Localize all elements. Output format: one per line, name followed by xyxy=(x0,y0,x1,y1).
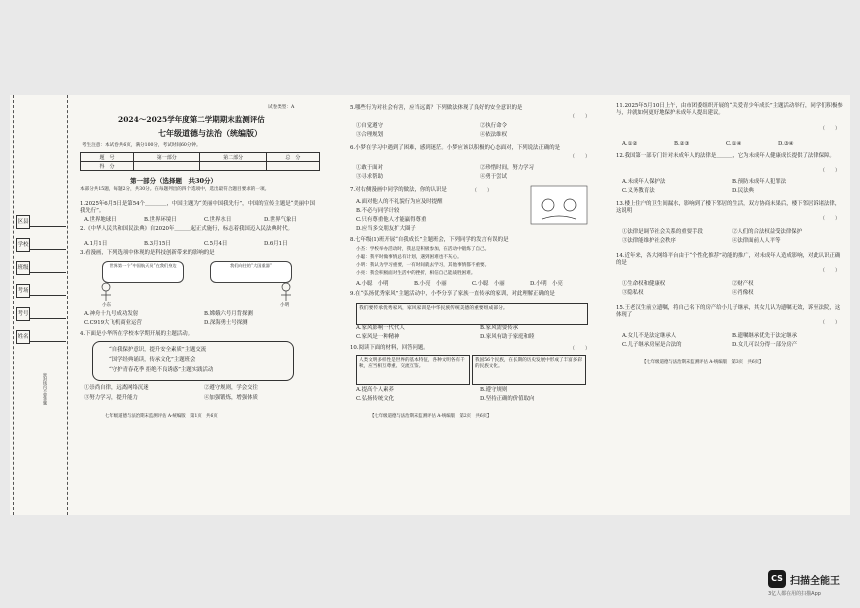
q12-option-c: C.义务教育法 xyxy=(622,188,655,194)
q8-dialog-1: 小杰：学校举办活动时，我总是积极参加，在活动中锻炼了自己。 xyxy=(356,247,490,252)
question-number: 6. xyxy=(350,145,356,151)
q13-option-4: ④法律面前人人平等 xyxy=(732,238,781,244)
q12-option-b: B.预防未成年人犯罪法 xyxy=(732,179,787,185)
score-header-item: 题 号 xyxy=(81,153,134,162)
field-class: 班级 xyxy=(16,261,30,275)
question-3 xyxy=(80,250,320,257)
q10-option-d: D.坚持正确的价值取向 xyxy=(480,396,535,402)
question-7 xyxy=(350,187,520,194)
field-name: 姓名 xyxy=(16,330,30,344)
q2-option-b: B.3月15日 xyxy=(144,241,171,247)
answer-paren-7[interactable]: （ ） xyxy=(472,188,493,194)
question-number: 4. xyxy=(80,331,86,337)
question-number: 9. xyxy=(350,291,356,297)
question-text: 王老汉生前立遗嘱，将自己名下的房产给小儿子继承，其女儿认为遗嘱无效，诉至法院，这体现了 xyxy=(616,305,841,318)
field-name-line xyxy=(30,341,66,342)
q15-option-b: B.遗嘱继承优先于法定继承 xyxy=(732,333,797,339)
q4-option-4: ④加强锻炼，增强体质 xyxy=(204,395,258,401)
question-2 xyxy=(80,226,320,233)
q11-option-b: B.②③ xyxy=(674,141,690,147)
page-footer-2: 【七年级道德与法治期末监测评估 A-统编版 第2页 共6页】 xyxy=(370,414,492,419)
q10-option-a: A.提高个人素养 xyxy=(356,387,394,393)
question-number: 7. xyxy=(350,187,356,193)
question-text: 2025年5月10日上午，由市团委组织开展的“关爱青少年成长”主题活动举行，同学们积极参与，并就如何更好地保护未成年人提出建议。 xyxy=(616,103,843,116)
exam-subtitle: 七年级道德与法治（统编版） xyxy=(158,128,262,138)
field-number-line xyxy=(30,318,66,319)
question-9 xyxy=(350,291,590,298)
activity-box xyxy=(92,341,294,381)
cartoon-name-left: 小东 xyxy=(102,303,112,308)
question-number: 11. xyxy=(616,103,625,109)
student-figure-left-icon xyxy=(101,283,111,301)
q9-material-box: 我们要传承优秀家风，家风家训是中华民族传统美德的重要组成部分。 xyxy=(356,303,588,325)
q4-option-3: ③努力学习，提升能力 xyxy=(84,395,138,401)
q5-option-1: ①自觉遵守 xyxy=(356,123,383,129)
q10-option-c: C.弘扬传统文化 xyxy=(356,396,394,402)
q11-option-d: D.③④ xyxy=(778,141,794,147)
q1-option-b: B.世界环境日 xyxy=(144,217,177,223)
q3-option-a: A.神舟十九号成功发射 xyxy=(84,311,139,317)
q8-dialog-2: 小聪：我平时做事情总有计划，遇到困难也不灰心。 xyxy=(356,255,462,260)
score-row-label: 得 分 xyxy=(81,162,134,171)
exam-notice: 考生注意：本试卷共6页，满分100分，考试时间60分钟。 xyxy=(82,143,201,148)
activity-item-1: “自我保护意识，提升安全素质”主题交流 xyxy=(109,347,207,353)
q2-option-c: C.5月4日 xyxy=(204,241,228,247)
q4-option-1: ①崇尚自律，远离网络沉迷 xyxy=(84,385,149,391)
question-number: 15. xyxy=(616,305,625,311)
q6-option-1: ①敢于面对 xyxy=(356,165,383,171)
q1-option-a: A.世界地球日 xyxy=(84,217,117,223)
page-footer-1: 七年级道德与法治期末监测评估 A-统编版 第1页 共6页 xyxy=(105,414,218,419)
q10-material-left: 人类文明多样性是世界的基本特征，各种文明各有千秋，应当相互尊重、交流互鉴。 xyxy=(356,355,470,385)
question-text: 小梦在学习中遇到了困难，感到迷茫。小梦应该以积极的心态面对，下列说法正确的是 xyxy=(355,145,561,151)
score-header-part1: 第一部分 xyxy=(134,153,200,162)
question-text: 近年来，各大网络平台由于“个性化推荐”功能的推广，对未成年人造成影响，对此认识正确的是 xyxy=(616,253,841,266)
q15-option-d: D.女儿可以分得一部分房产 xyxy=(732,342,798,348)
question-number: 2. xyxy=(80,226,86,232)
question-text: 看漫画，下列选项中体现的是科技创新带来的影响的是 xyxy=(85,250,215,256)
q3-option-c: C.C919大飞机商业运营 xyxy=(84,320,142,326)
question-14 xyxy=(616,253,844,267)
question-text: 2025年6月5日是第54个＿＿＿＿，中国主题为“美丽中国我先行”，中国的宣传主题是“美丽中国我先行”。 xyxy=(80,201,315,214)
field-room: 考场 xyxy=(16,284,30,298)
q13-option-2: ②人们的合法权益受法律保护 xyxy=(732,229,803,235)
q6-option-4: ④勇于尝试 xyxy=(480,174,507,180)
question-number: 10. xyxy=(350,345,359,351)
q1-option-d: D.世界气象日 xyxy=(264,217,297,223)
q7-option-b: B.不必与同学计较 xyxy=(356,208,400,214)
question-4 xyxy=(80,331,320,338)
q14-option-4: ④肖像权 xyxy=(732,290,754,296)
question-11 xyxy=(616,103,844,117)
q3-option-d: D.深海勇士号探测 xyxy=(204,320,248,326)
question-number: 14. xyxy=(616,253,625,259)
q12-option-a: A.未成年人保护法 xyxy=(622,179,666,185)
q4-option-2: ②遵守规则，学会交往 xyxy=(204,385,258,391)
question-text: 《中华人民共和国民法典》自2020年＿＿＿起正式施行，标志着我国迈入民法典时代。 xyxy=(85,226,293,232)
question-number: 5. xyxy=(350,105,356,111)
scanner-name: 扫描全能王 xyxy=(790,575,840,587)
exam-type: 试卷类型：A xyxy=(268,105,295,110)
q7-option-d: D.应当多交朋友扩大圈子 xyxy=(356,226,416,232)
answer-paren-15[interactable]: （ ） xyxy=(820,320,841,326)
binding-sidebar xyxy=(10,95,68,515)
q10-material-right: 我国56个民族，在长期的历史发展中形成了丰富多彩的民族文化。 xyxy=(472,355,586,385)
question-number: 3. xyxy=(80,250,86,256)
seal-note: 密封线内不要答题 xyxy=(43,373,48,405)
q15-option-a: A.女儿不是法定继承人 xyxy=(622,333,677,339)
q8-dialog-3: 小明：我认为学习重要，一有时间就去学习，其他事情都不重要。 xyxy=(356,263,490,268)
question-5 xyxy=(350,105,590,112)
q9-option-d: D.家风有助于家庭和睦 xyxy=(480,334,535,340)
q14-option-1: ①生命权和健康权 xyxy=(622,281,666,287)
q9-option-c: C.家风是一种精神 xyxy=(356,334,400,340)
q6-option-2: ②珍惜时间，努力学习 xyxy=(480,165,534,171)
cartoon-bubble-right: 我们向往的“大国重器” xyxy=(210,261,292,283)
student-figure-right-icon xyxy=(281,283,291,301)
question-number: 13. xyxy=(616,201,625,207)
q8-option-c: C.小聪 小丽 xyxy=(472,281,505,287)
q13-option-3: ③法律能维护社会秩序 xyxy=(622,238,676,244)
activity-item-3: “守护青春花季 拒绝不良诱惑”主题实践活动 xyxy=(109,367,214,373)
q1-option-c: C.世界水日 xyxy=(204,217,232,223)
q9-option-b: B.家风需要传承 xyxy=(480,325,519,331)
seal-line-outer xyxy=(13,95,14,515)
q15-option-c: C.儿子继承房屋是合法的 xyxy=(622,342,682,348)
answer-paren-10[interactable]: （ ） xyxy=(570,346,591,352)
q14-option-3: ③隐私权 xyxy=(622,290,644,296)
question-number: 1. xyxy=(80,201,86,207)
q2-option-d: D.6月1日 xyxy=(264,241,288,247)
question-12 xyxy=(616,153,844,160)
q8-option-d: D.小明 小亮 xyxy=(530,281,563,287)
q3-option-b: B.嫦娥六号月背探测 xyxy=(204,311,253,317)
q2-option-a: A.1月1日 xyxy=(84,241,108,247)
answer-paren-6[interactable]: （ ） xyxy=(570,154,591,160)
answer-paren-12[interactable]: （ ） xyxy=(820,168,841,174)
q6-option-3: ③寻求帮助 xyxy=(356,174,383,180)
question-text: 下面是小华所在学校本学期开展的主题活动。 xyxy=(85,331,193,337)
question-6 xyxy=(350,145,590,152)
field-district: 区县 xyxy=(16,215,30,229)
field-district-line xyxy=(30,226,66,227)
question-text: 阅读下面的材料，回答问题。 xyxy=(358,345,429,351)
question-10 xyxy=(350,345,590,352)
cartoon-name-right: 小明 xyxy=(280,303,290,308)
q11-option-a: A.①② xyxy=(622,141,638,147)
activity-item-2: “国学经典诵读，传承文化”主题班会 xyxy=(109,357,196,363)
score-header-total: 总 分 xyxy=(266,153,319,162)
q9-option-a: A.家风影响一代代人 xyxy=(356,325,405,331)
cartoon-figures xyxy=(96,281,296,305)
question-text: 在“弘扬优秀家风”主题活动中，小李分享了家族一直传承的家训，对此理解正确的是 xyxy=(355,291,555,297)
answer-paren-13[interactable]: （ ） xyxy=(820,216,841,222)
q8-option-a: A.小聪 小明 xyxy=(356,281,389,287)
q8-dialog-4: 小亮：我会积极面对生活中的挫折，相信自己能战胜困难。 xyxy=(356,271,476,276)
q13-option-1: ①法律是调节社会关系的重要手段 xyxy=(622,229,703,235)
question-8 xyxy=(350,237,590,244)
q5-option-3: ③合理规划 xyxy=(356,132,383,138)
part1-title: 第一部分（选择题 共30分） xyxy=(130,177,218,185)
answer-paren-11[interactable]: （ ） xyxy=(820,126,841,132)
score-header-part2: 第二部分 xyxy=(200,153,266,162)
part1-instruction: 本部分共15题，每题2分，共30分。在每题列出的四个选项中，选出最符合题目要求的一项。 xyxy=(80,187,270,192)
scanner-tagline: 3亿人都在用的扫描App xyxy=(768,591,821,597)
q10-option-b: B.遵守规则 xyxy=(480,387,508,393)
seal-line-inner xyxy=(67,95,68,515)
q8-option-b: B.小亮 小丽 xyxy=(414,281,447,287)
q5-option-2: ②执行命令 xyxy=(480,123,507,129)
field-number: 考号 xyxy=(16,307,30,321)
q5-option-4: ④依法维权 xyxy=(480,132,507,138)
score-cell-total[interactable] xyxy=(266,162,319,171)
question-text: 哪些行为对社会有害，应当远离？下列做法体现了良好的安全意识的是 xyxy=(355,105,523,111)
field-room-line xyxy=(30,295,66,296)
scanner-watermark xyxy=(768,570,840,597)
question-1 xyxy=(80,201,320,215)
question-number: 8. xyxy=(350,237,356,243)
q7-option-a: A.面对他人的不礼貌行为应及时提醒 xyxy=(356,199,443,205)
score-cell-part2[interactable] xyxy=(200,162,266,171)
question-number: 12. xyxy=(616,153,625,159)
question-text: 七年级(1)班开展“自我成长”主题班会，下列同学的发言有误的是 xyxy=(355,237,509,243)
question-13 xyxy=(616,201,844,215)
question-text: 我国第一部专门针对未成年人的法律是＿＿＿，它为未成年人健康成长提供了法律保障。 xyxy=(624,153,835,159)
q7-option-c: C.只有尊重他人才能赢得尊重 xyxy=(356,217,427,223)
scanner-logo-icon: CS xyxy=(768,570,786,588)
score-table xyxy=(80,152,320,171)
q12-option-d: D.民法典 xyxy=(732,188,755,194)
q11-option-c: C.①④ xyxy=(726,141,742,147)
question-text: 对右侧漫画中同学的做法，你的认识是 xyxy=(355,187,447,193)
answer-paren-14[interactable]: （ ） xyxy=(820,268,841,274)
exam-title: 2024～2025学年度第二学期期末监测评估 xyxy=(118,115,265,124)
page-footer-3: 【七年级道德与法治期末监测评估 A-统编版 第3页 共6页】 xyxy=(642,360,764,365)
cartoon-bubble-left: 世界第一个“中国航天员”在我们身边 xyxy=(102,261,184,283)
score-cell-part1[interactable] xyxy=(134,162,200,171)
exam-sheet xyxy=(10,95,850,515)
q14-option-2: ②财产权 xyxy=(732,281,754,287)
field-class-line xyxy=(30,272,66,273)
answer-paren-5[interactable]: （ ） xyxy=(570,114,591,120)
question-15 xyxy=(616,305,844,319)
field-school: 学校 xyxy=(16,238,30,252)
question-text: 楼上住户的卫生间漏水，影响到了楼下邻居的生活，双方协商未果后，楼下邻居诉诸法律，这说明 xyxy=(616,201,841,214)
field-school-line xyxy=(30,249,66,250)
q7-cartoon-icon xyxy=(530,185,588,225)
